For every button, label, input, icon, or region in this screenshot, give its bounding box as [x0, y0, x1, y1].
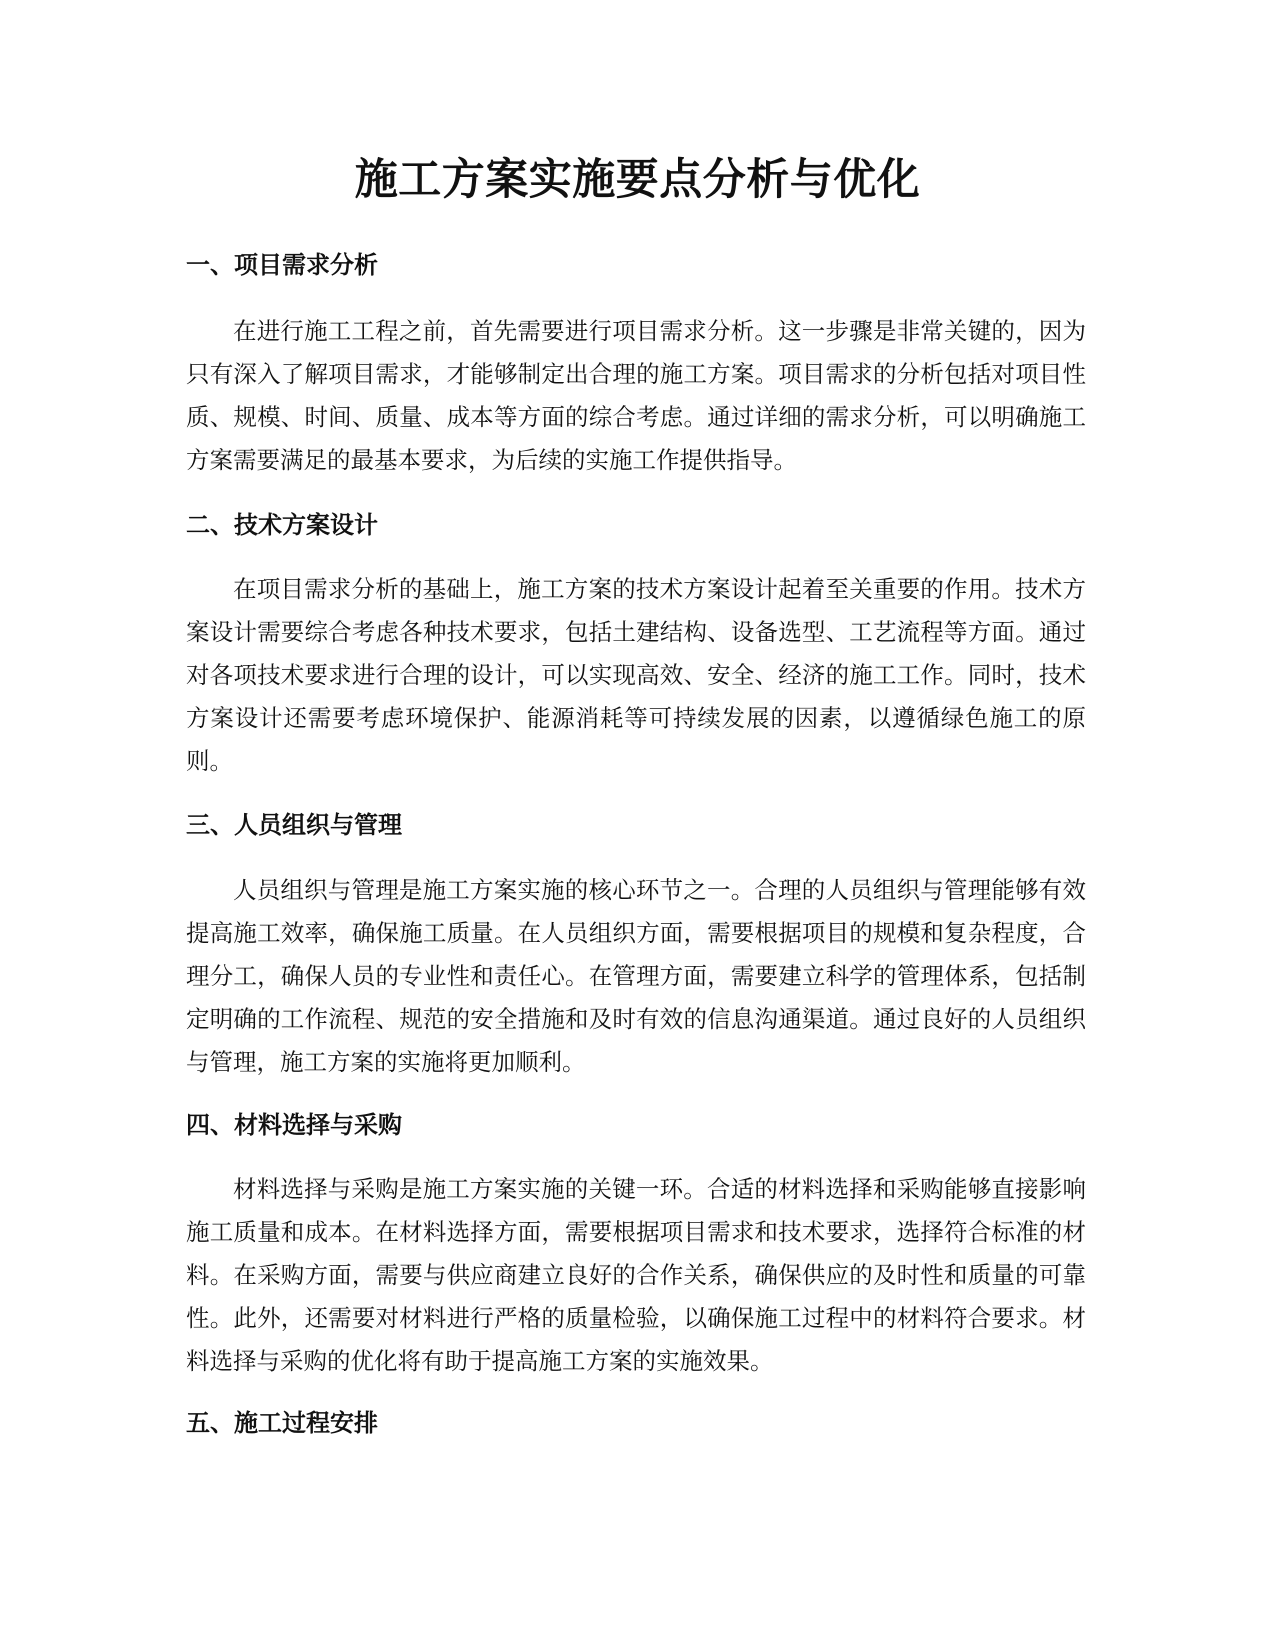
section-heading-3: 三、人员组织与管理: [186, 811, 402, 839]
section-heading-4: 四、材料选择与采购: [186, 1111, 402, 1139]
section-heading-2: 二、技术方案设计: [186, 511, 378, 539]
section-body-4: 材料选择与采购是施工方案实施的关键一环。合适的材料选择和采购能够直接影响施工质量和成本。在材料选择方面，需要根据项目需求和技术要求，选择符合标准的材料。在采购方面，需要与供应商建立良好的合作关系，确保供应的及时性和质量的可靠性。此外，还需要对材料进行严格的质量检验，以确保施工过程中的材料符合要求。材料选择与采购的优化将有助于提高施工方案的实施效果。: [186, 1175, 1086, 1375]
section-body-2: 在项目需求分析的基础上，施工方案的技术方案设计起着至关重要的作用。技术方案设计需要综合考虑各种技术要求，包括土建结构、设备选型、工艺流程等方面。通过对各项技术要求进行合理的设计，可以实现高效、安全、经济的施工工作。同时，技术方案设计还需要考虑环境保护、能源消耗等可持续发展的因素，以遵循绿色施工的原则。: [186, 575, 1086, 775]
section-heading-1: 一、项目需求分析: [186, 251, 378, 279]
section-body-1: 在进行施工工程之前，首先需要进行项目需求分析。这一步骤是非常关键的，因为只有深入了解项目需求，才能够制定出合理的施工方案。项目需求的分析包括对项目性质、规模、时间、质量、成本等方面的综合考虑。通过详细的需求分析，可以明确施工方案需要满足的最基本要求，为后续的实施工作提供指导。: [186, 317, 1086, 474]
section-heading-5: 五、施工过程安排: [186, 1409, 378, 1437]
document-title: 施工方案实施要点分析与优化: [354, 155, 921, 205]
section-body-3: 人员组织与管理是施工方案实施的核心环节之一。合理的人员组织与管理能够有效提高施工效率，确保施工质量。在人员组织方面，需要根据项目的规模和复杂程度，合理分工，确保人员的专业性和责任心。在管理方面，需要建立科学的管理体系，包括制定明确的工作流程、规范的安全措施和及时有效的信息沟通渠道。通过良好的人员组织与管理，施工方案的实施将更加顺利。: [186, 876, 1086, 1076]
